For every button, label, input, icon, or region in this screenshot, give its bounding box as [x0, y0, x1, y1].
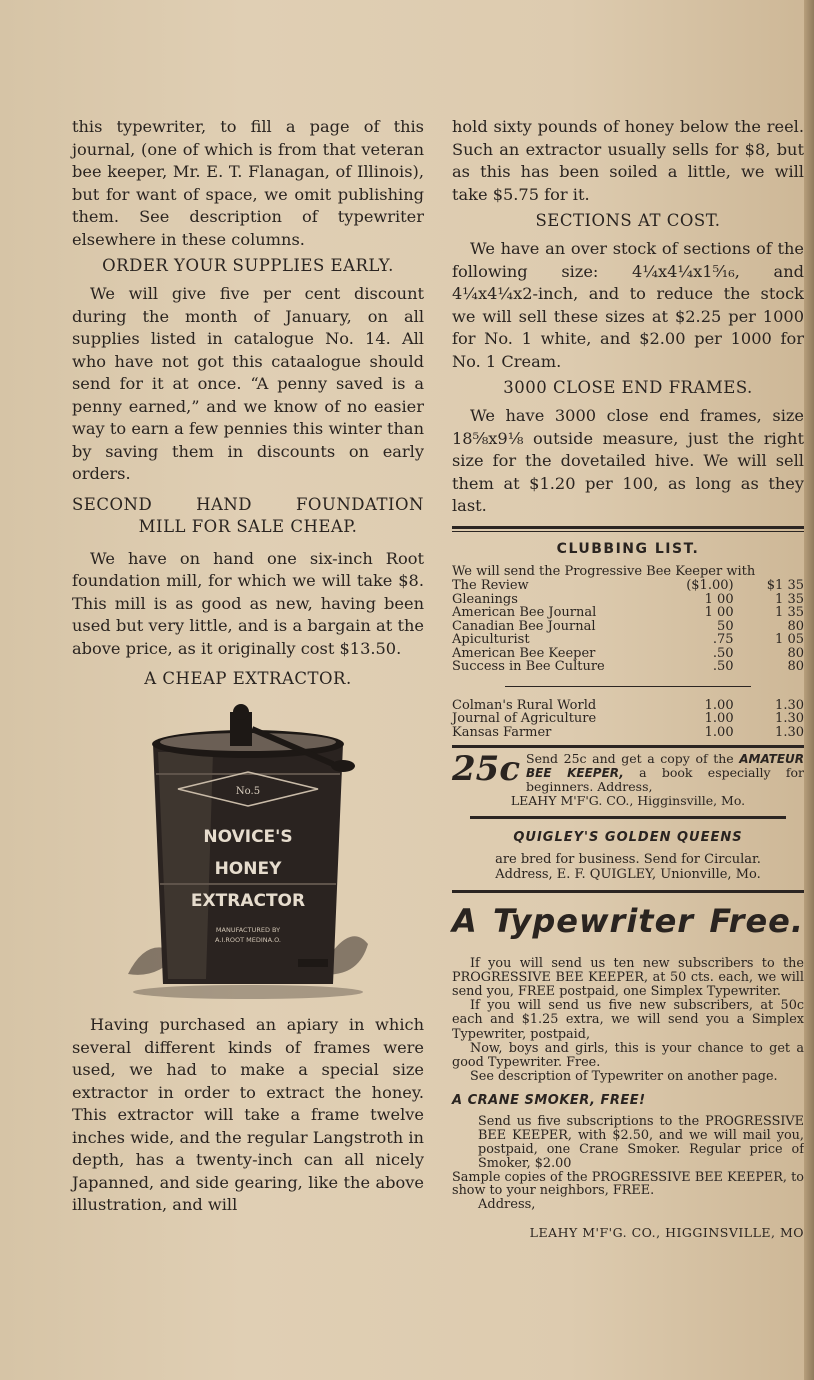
quigley-line1: are bred for business. Send for Circular. [495, 851, 761, 867]
honey-extractor-illustration [118, 704, 378, 1004]
extractor-maker-line1: MANUFACTURED BY [215, 926, 281, 934]
signature-address: LEAHY M'F'G. CO., HIGGINSVILLE, MO [529, 1224, 804, 1240]
clubbing-name: Canadian Bee Journal [452, 618, 596, 634]
clubbing-name: Kansas Farmer [452, 724, 552, 740]
clubbing-name: Apiculturist [452, 632, 530, 647]
table-row [452, 620, 804, 634]
discount-paragraph: We will give five per cent discount during the month of January, on all supplies listed in catalogue No. 14. All who have not got this cataalogue should send for it at once. “A penny saved is a penny earned,” and we know of no easier way to earn a few pennies this winter than by saving them in discounts on early orders. [72, 284, 424, 483]
quigley-line2: Address, E. F. QUIGLEY, Unionville, Mo. [495, 866, 761, 882]
clubbing-price: 1.00 [704, 697, 734, 713]
ad25-text-a: Send 25c and get a copy of the [526, 751, 734, 766]
extractor-number-label: No.5 [235, 786, 261, 797]
clubbing-total: 1.30 [775, 697, 804, 713]
typewriter-free-heading: A Typewriter Free. [452, 901, 804, 940]
page-edge [804, 0, 814, 1380]
clubbing-name: Colman's Rural World [452, 697, 597, 713]
table-row [452, 699, 804, 713]
extractor-label-line1: NOVICE'S [203, 827, 293, 847]
ad25-text-b: a book especially for beginners. Address, [526, 765, 804, 794]
clubbing-name: American Bee Journal [452, 605, 597, 620]
cheap-extractor-heading: A CHEAP EXTRACTOR. [144, 669, 352, 688]
clubbing-total: 80 [787, 645, 804, 661]
clubbing-total: 1 35 [775, 591, 804, 607]
table-row [452, 606, 804, 620]
divider [452, 526, 804, 529]
clubbing-price: ($1.00) [686, 578, 734, 593]
crane-smoker-heading: A CRANE SMOKER, FREE! [452, 1093, 646, 1109]
typewriter-offer [452, 957, 804, 1085]
table-row [452, 660, 804, 674]
table-row [452, 726, 804, 740]
table-row [452, 579, 804, 593]
clubbing-price: 1.00 [704, 711, 734, 726]
ad25-book-title: AMATEUR BEE KEEPER, [526, 752, 804, 780]
clubbing-price: 1 00 [704, 605, 734, 620]
extractor-maker-line2: A.I.ROOT MEDINA.O. [215, 936, 281, 944]
divider [470, 816, 787, 819]
foundation-mill-heading-1: SECOND HAND FOUNDATION [72, 494, 424, 514]
divider [452, 531, 804, 532]
extractor-continued-paragraph: hold sixty pounds of honey below the reel. Such an extractor usually sells for $8, but as this has been soiled a little, we will take $5.75 for it. [452, 117, 804, 204]
left-column [72, 116, 424, 1217]
sample-copies-text: Sample copies of the PROGRESSIVE BEE KEEPER, to show to your neighbors, FREE. [452, 1169, 804, 1198]
clubbing-price: 1 00 [704, 591, 734, 607]
divider [505, 686, 751, 687]
right-column [452, 116, 804, 1244]
typewriter-p3: Now, boys and girls, this is your chance to get a good Typewriter. Free. [452, 1040, 804, 1070]
clubbing-name: Journal of Agriculture [452, 711, 597, 726]
clubbing-price: 50 [717, 618, 734, 634]
clubbing-total: 1 35 [775, 605, 804, 620]
clubbing-total: 80 [787, 618, 804, 634]
clubbing-intro: We will send the Progressive Bee Keeper with [452, 564, 756, 579]
clubbing-total: $1 35 [766, 578, 804, 593]
divider [452, 890, 804, 893]
clubbing-name: Gleanings [452, 591, 518, 607]
clubbing-price: .50 [712, 659, 734, 674]
typewriter-p2: If you will send us five new subscribers, at 50c each and $1.25 extra, we will send you a Simplex Typewriter, postpaid, [452, 998, 804, 1042]
foundation-mill-paragraph: We have on hand one six-inch Root foundation mill, for which we will take $8. This mill is as good as new, having been used but very little, and is a bargain at the above price, as it originally cost $13.50. [72, 548, 424, 658]
ad25-address: LEAHY M'F'G. CO., Higginsville, Mo. [510, 793, 746, 808]
table-row [452, 633, 804, 647]
ad-price-25c: 25c [452, 749, 521, 789]
address-label: Address, [478, 1196, 536, 1212]
foundation-mill-heading-2: MILL FOR SALE CHEAP. [138, 516, 358, 536]
table-row [452, 593, 804, 607]
table-row [452, 647, 804, 661]
amateur-bee-keeper-ad [452, 749, 804, 808]
clubbing-name: The Review [452, 578, 529, 593]
extractor-label-line2: HONEY [214, 859, 282, 879]
extractor-label-line3: EXTRACTOR [190, 891, 306, 911]
clubbing-table [452, 579, 804, 674]
quigley-heading: QUIGLEY'S GOLDEN QUEENS [513, 830, 743, 845]
clubbing-name: American Bee Keeper [452, 645, 596, 661]
typewriter-continued-paragraph: this typewriter, to fill a page of this journal, (one of which is from that veteran bee keeper, Mr. E. T. Flanagan, of Illinois), but for want of space, we omit publishing them. See description of typewriter elsewhere in these columns. [72, 117, 424, 249]
divider [452, 745, 804, 748]
order-supplies-heading: ORDER YOUR SUPPLIES EARLY. [102, 256, 394, 275]
crane-smoker-body: Send us five subscriptions to the PROGRESSIVE BEE KEEPER, with $2.50, and we will mail you, postpaid, one Crane Smoker. Regular price of Smoker, $2.00 [478, 1113, 804, 1171]
clubbing-name: Success in Bee Culture [452, 659, 605, 674]
table-row [452, 712, 804, 726]
clubbing-price: 1.00 [704, 724, 734, 740]
sections-paragraph: We have an over stock of sections of the following size: 4¼x4¼x1⁵⁄₁₆, and 4¼x4¼x2-inch, and to reduce the stock we will sell these sizes at $2.25 per 1000 for No. 1 white, and $2.00 per 1000 for No. 1 Cream. [452, 239, 804, 371]
clubbing-price: .75 [712, 632, 734, 647]
frames-paragraph: We have 3000 close end frames, size 18⅝x9⅛ outside measure, just the right size for the dovetailed hive. We will sell them at $1.20 per 100, as long as they last. [452, 406, 804, 515]
frames-heading: 3000 CLOSE END FRAMES. [503, 378, 753, 397]
clubbing-table-2 [452, 699, 804, 740]
clubbing-total: 1.30 [775, 724, 804, 740]
clubbing-total: 1.30 [775, 711, 804, 726]
sections-heading: SECTIONS AT COST. [535, 211, 721, 230]
typewriter-p4: See description of Typewriter on another page. [470, 1069, 778, 1085]
clubbing-list-heading: CLUBBING LIST. [556, 540, 700, 557]
clubbing-total: 1 05 [775, 632, 804, 647]
extractor-paragraph: Having purchased an apiary in which several different kinds of frames were used, we had to make a special size extractor in order to extract the honey. This extractor will take a frame twelve inches wide, and the regular Langstroth in depth, has a twenty-inch can all nicely Japanned, and side gearing, like the above illustration, and will [72, 1015, 424, 1214]
typewriter-p1: If you will send us ten new subscribers to the PROGRESSIVE BEE KEEPER, at 50 cts. each, we will send you, FREE postpaid, one Simplex Typewriter. [452, 955, 804, 999]
clubbing-price: .50 [712, 645, 734, 661]
clubbing-total: 80 [787, 659, 804, 674]
